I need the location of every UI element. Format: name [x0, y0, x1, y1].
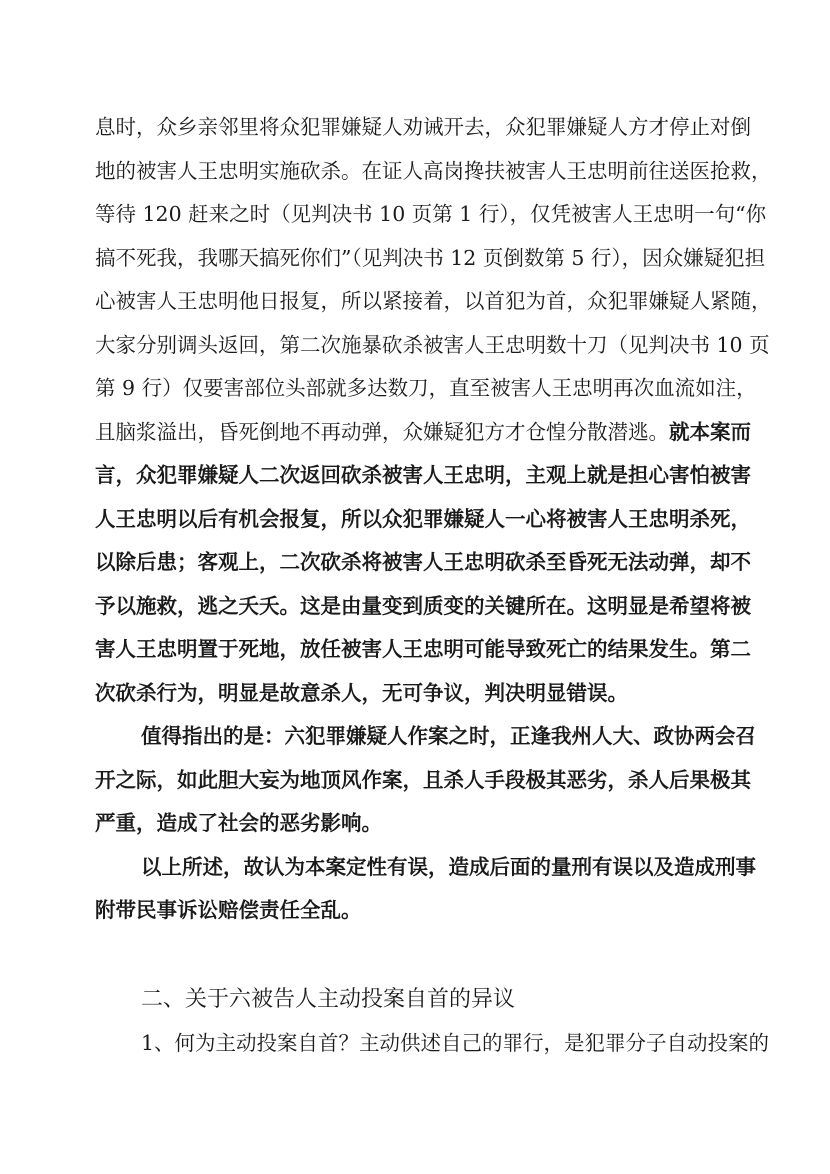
- paragraph-line: 等待 120 赶来之时（见判决书 10 页第 1 行），仅凭被害人王忠明一句“你: [95, 202, 767, 226]
- bold-line: 以上所述，故认为本案定性有误，造成后面的量刑有误以及造成刑事: [141, 855, 756, 879]
- bold-line: 害人王忠明置于死地，放任被害人王忠明可能导致死亡的结果发生。第二: [95, 637, 751, 661]
- bold-line: 严重，造成了社会的恶劣影响。: [95, 811, 382, 835]
- normal-text: 且脑浆溢出，昏死倒地不再动弹，众嫌疑犯方才仓惶分散潜逃。: [95, 420, 669, 444]
- bold-line: 言，众犯罪嫌疑人二次返回砍杀被害人王忠明，主观上就是担心害怕被害: [95, 463, 751, 487]
- bold-line: 附带民事诉讼赔偿责任全乱。: [95, 898, 362, 922]
- paragraph-line: 息时，众乡亲邻里将众犯罪嫌疑人劝诫开去，众犯罪嫌疑人方才停止对倒: [95, 115, 751, 139]
- bold-line: 次砍杀行为，明显是故意杀人，无可争议，判决明显错误。: [95, 681, 628, 705]
- bold-line: 予以施救，逃之夭夭。这是由量变到质变的关键所在。这明显是希望将被: [95, 594, 751, 618]
- bold-line: 以除后患；客观上，二次砍杀将被害人王忠明砍杀至昏死无法动弹，却不: [95, 550, 751, 574]
- paragraph-line-mixed: [95, 418, 751, 446]
- paragraph-line: 1、何为主动投案自首？主动供述自己的罪行，是犯罪分子自动投案的: [141, 1031, 770, 1055]
- bold-line: 值得指出的是：六犯罪嫌疑人作案之时，正逢我州人大、政协两会召: [141, 724, 756, 748]
- bold-text: 就本案而: [669, 420, 751, 444]
- paragraph-line: 地的被害人王忠明实施砍杀。在证人高岗搀扶被害人王忠明前往送医抢救，: [95, 159, 772, 183]
- paragraph-line: 大家分别调头返回，第二次施暴砍杀被害人王忠明数十刀（见判决书 10 页: [95, 333, 770, 357]
- bold-line: 开之际，如此胆大妄为地顶风作案，且杀人手段极其恶劣，杀人后果极其: [95, 768, 751, 792]
- section-heading: 二、关于六被告人主动投案自首的异议: [141, 987, 516, 1012]
- bold-line: 人王忠明以后有机会报复，所以众犯罪嫌疑人一心将被害人王忠明杀死，: [95, 507, 751, 531]
- paragraph-line: 搞不死我，我哪天搞死你们”（见判决书 12 页倒数第 5 行），因众嫌疑犯担: [95, 246, 766, 270]
- paragraph-line: 心被害人王忠明他日报复，所以紧接着，以首犯为首，众犯罪嫌疑人紧随，: [95, 289, 772, 313]
- paragraph-line: 第 9 行）仅要害部位头部就多达数刀，直至被害人王忠明再次血流如注，: [95, 376, 757, 400]
